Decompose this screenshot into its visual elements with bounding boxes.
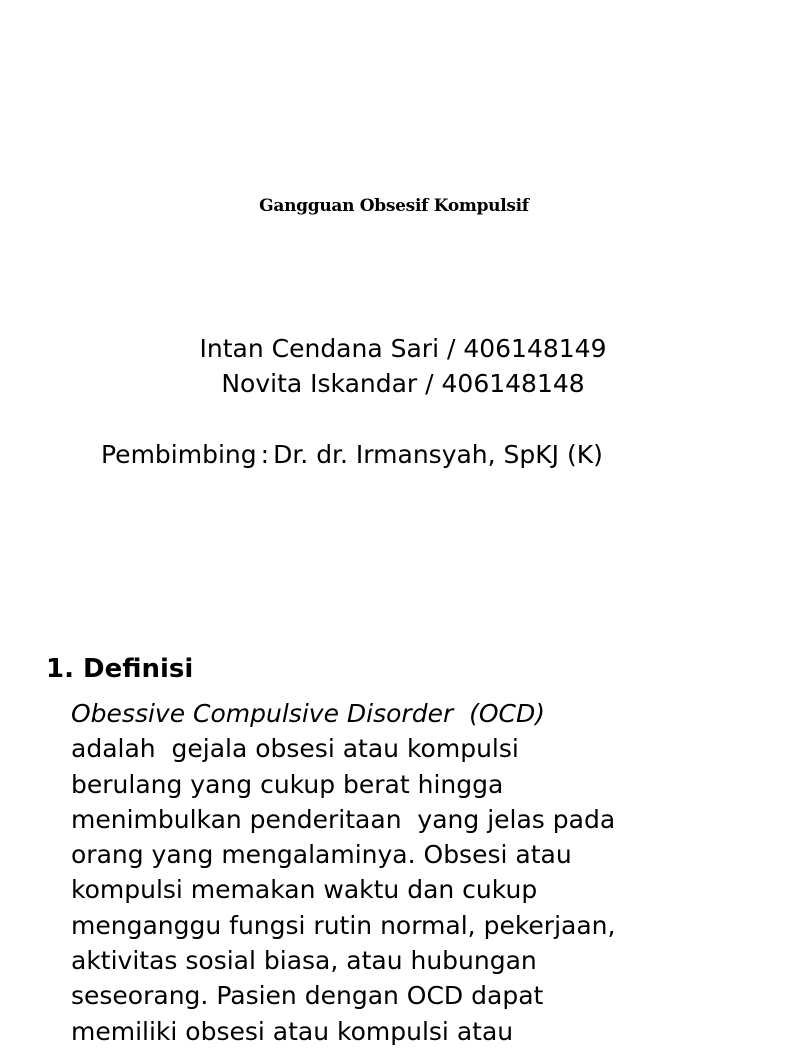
paragraph-line: menimbulkan penderitaan yang jelas pada — [71, 804, 616, 834]
paragraph-line: berulang yang cukup berat hingga — [71, 769, 504, 799]
author-line: Intan Cendana Sari / 406148149 — [199, 334, 607, 363]
paragraph-line: kompulsi memakan waktu dan cukup — [71, 875, 538, 905]
advisor-name: Dr. dr. Irmansyah, SpKJ (K) — [273, 440, 603, 469]
paragraph-line: aktivitas sosial biasa, atau hubungan — [71, 946, 537, 976]
section-heading: 1. Definisi — [46, 654, 194, 684]
paragraph-line: seseorang. Pasien dengan OCD dapat — [71, 981, 544, 1011]
advisor-label: Pembimbing — [101, 440, 257, 469]
definition-paragraph — [71, 696, 761, 1049]
paragraph-line: memiliki obsesi atau kompulsi atau — [71, 1016, 514, 1046]
paragraph-line: orang yang mengalaminya. Obsesi atau — [71, 840, 572, 870]
document-title: Gangguan Obsesif Kompulsif — [259, 196, 529, 216]
advisor-separator: : — [260, 440, 270, 469]
definition-term: Obessive Compulsive Disorder (OCD) — [71, 699, 546, 728]
advisor-line — [101, 437, 603, 472]
author-line: Novita Iskandar / 406148148 — [221, 369, 585, 398]
paragraph-line: adalah gejala obsesi atau kompulsi — [71, 734, 519, 764]
paragraph-line: menganggu fungsi rutin normal, pekerjaan, — [71, 910, 616, 940]
author-list — [0, 331, 806, 401]
